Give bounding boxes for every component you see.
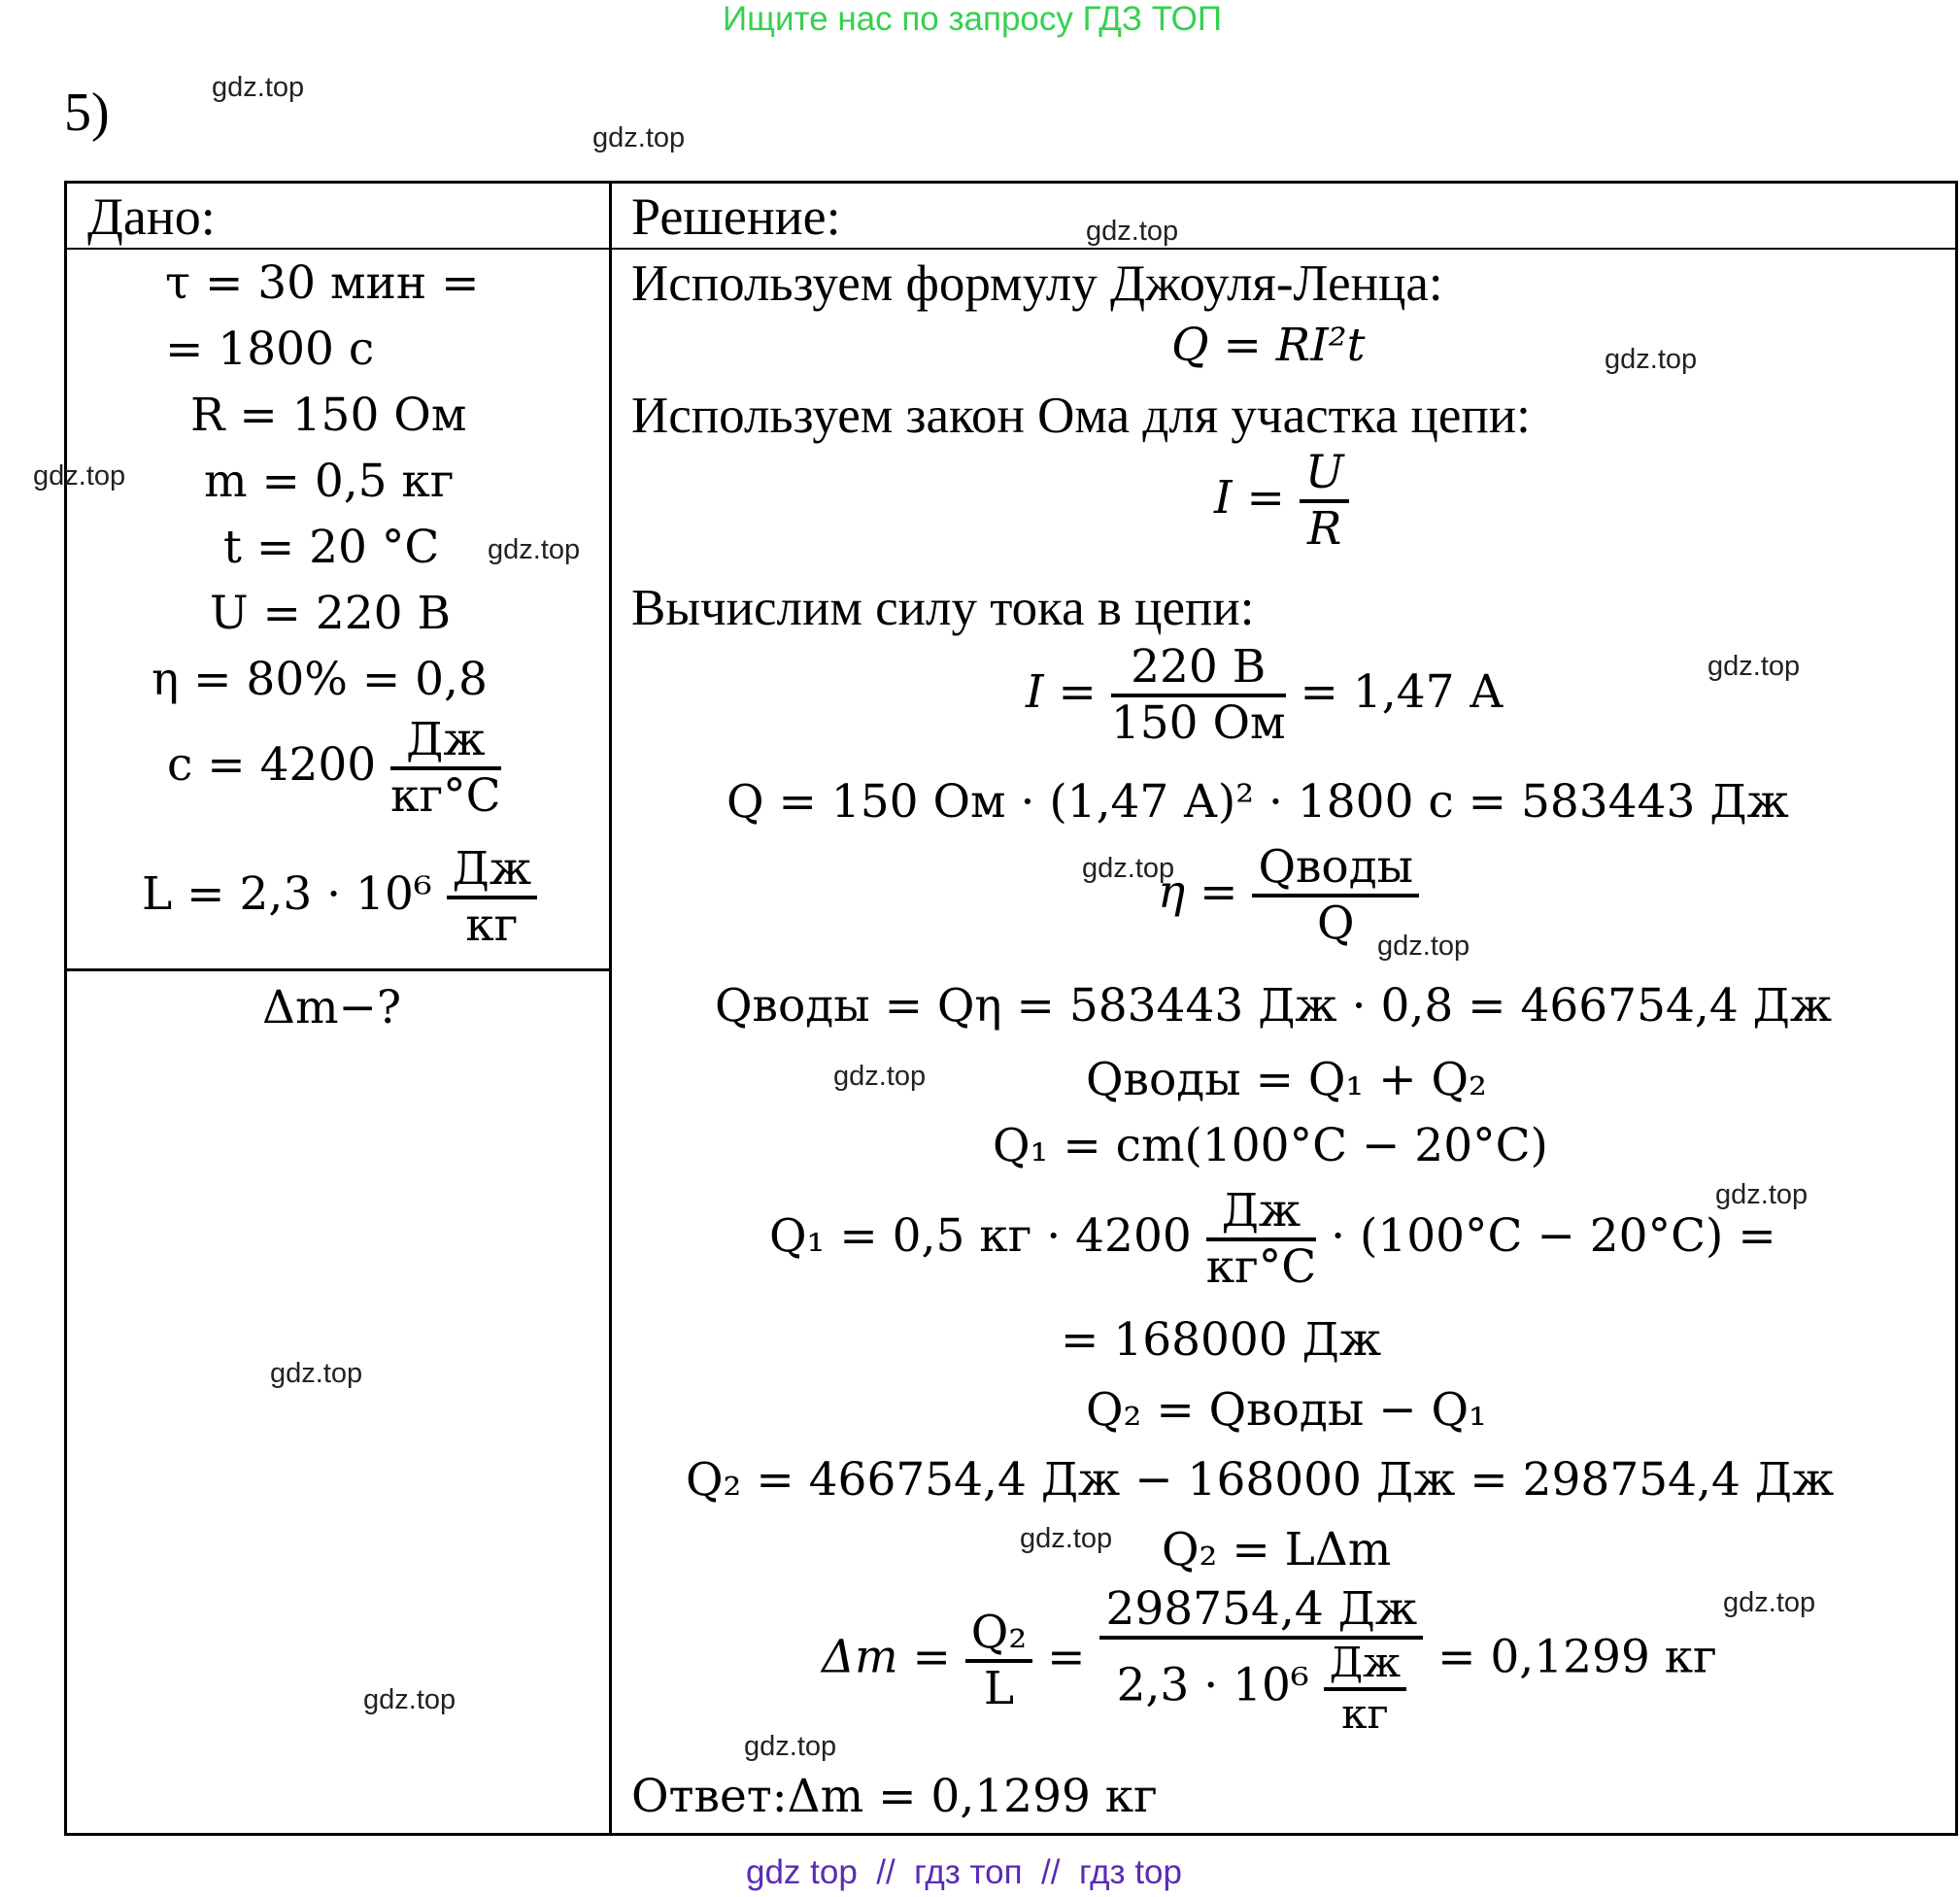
table-right-border [1955, 181, 1958, 1836]
table-bottom-border [64, 1833, 1958, 1836]
formula-rhs: · (100°C − 20°C) = [1331, 1209, 1776, 1264]
formula-fraction-2 [1099, 1583, 1423, 1738]
fraction-den: L [983, 1661, 1015, 1715]
unit-den: кг [465, 898, 519, 953]
den-unit [1324, 1640, 1406, 1738]
solution-text-current: Вычислим силу тока в цепи: [631, 580, 1255, 636]
formula-lhs: Q₁ = 0,5 кг · 4200 [769, 1209, 1192, 1264]
find-quantity: Δm−? [262, 981, 402, 1034]
fraction-den: R [1306, 502, 1342, 557]
fraction-num: Дж [1206, 1185, 1316, 1241]
formula-mass-result [822, 1583, 1717, 1738]
given-voltage: U = 220 В [210, 587, 452, 640]
solution-text-ohm: Используем закон Ома для участка цепи: [631, 388, 1531, 444]
fraction-num: 220 В [1111, 641, 1286, 697]
given-specific-heat-unit [390, 714, 500, 823]
formula-fraction-1 [965, 1607, 1032, 1715]
formula-lhs: I = [1214, 471, 1285, 525]
problem-number: 5) [64, 83, 110, 143]
given-latent-heat-lhs: L = 2,3 · 10⁶ [142, 867, 432, 922]
watermark: gdz.top [592, 122, 686, 153]
given-header: Дано: [87, 187, 216, 246]
watermark: gdz.top [270, 1358, 363, 1389]
formula-q2: Q₂ = Qводы − Q₁ [1086, 1383, 1487, 1437]
formula-q1: Q₁ = cm(100°C − 20°C) [993, 1119, 1548, 1172]
watermark: gdz.top [1605, 344, 1698, 375]
given-latent-heat-unit [447, 843, 537, 952]
watermark: gdz.top [488, 534, 581, 565]
fraction-den [1099, 1640, 1423, 1738]
unit-den: кг°C [390, 769, 501, 824]
formula-lhs: Δm = [822, 1630, 951, 1684]
watermark: gdz.top [1377, 931, 1470, 962]
column-divider [609, 181, 612, 1836]
formula-joule-lenz: Q = RI²t [1171, 319, 1366, 372]
formula-ohm [1214, 447, 1349, 556]
watermark: gdz.top [1723, 1587, 1816, 1618]
unit-num: Дж [1324, 1640, 1406, 1691]
given-resistance: R = 150 Ом [190, 389, 467, 442]
formula-q1-result: = 168000 Дж [1061, 1313, 1382, 1367]
formula-heat-sum: Qводы = Q₁ + Q₂ [1086, 1053, 1487, 1106]
formula-q2-value: Q₂ = 466754,4 Дж − 168000 Дж = 298754,4 Дж [686, 1453, 1835, 1507]
unit-num: Дж [390, 714, 500, 770]
fraction-num: 298754,4 Дж [1099, 1583, 1423, 1640]
formula-water-heat: Qводы = Qη = 583443 Дж · 0,8 = 466754,4 Дж [715, 979, 1833, 1033]
watermark: gdz.top [1715, 1179, 1808, 1210]
watermark: gdz.top [33, 460, 126, 491]
given-time: τ = 30 мин = [165, 256, 480, 310]
header-divider [64, 248, 1958, 250]
formula-lhs: η = [1158, 865, 1238, 920]
watermark: gdz.top [1020, 1523, 1113, 1554]
watermark: gdz.top [744, 1731, 837, 1762]
given-temperature: t = 20 °C [223, 521, 440, 574]
watermark: gdz.top [212, 72, 305, 103]
formula-current-value [1026, 641, 1504, 750]
given-latent-heat [142, 843, 537, 952]
equals-sign: = [1047, 1630, 1086, 1684]
formula-q1-value [769, 1185, 1776, 1294]
den-lhs: 2,3 · 10⁶ [1116, 1658, 1309, 1712]
given-find-divider [64, 968, 611, 971]
solution-text-joule-lenz: Используем формулу Джоуля-Ленца: [631, 255, 1443, 312]
watermark: gdz.top [363, 1684, 456, 1715]
watermark: gdz.top [1082, 853, 1175, 884]
given-specific-heat [167, 714, 501, 823]
watermark: gdz.top [1086, 216, 1179, 247]
watermark: gdz.top [833, 1061, 927, 1092]
promo-banner: Ищите нас по запросу ГДЗ ТОП [723, 0, 1222, 38]
formula-fraction [1111, 641, 1286, 750]
fraction-den: кг°C [1205, 1240, 1317, 1295]
formula-rhs: = 0,1299 кг [1437, 1630, 1717, 1684]
answer: Ответ:Δm = 0,1299 кг [631, 1770, 1158, 1823]
given-efficiency: η = 80% = 0,8 [152, 653, 488, 706]
fraction-num: Qводы [1252, 841, 1419, 898]
table-top-border [64, 181, 1958, 184]
fraction-num: U [1300, 447, 1350, 503]
unit-num: Дж [447, 843, 537, 899]
formula-fraction [1300, 447, 1350, 556]
given-mass: m = 0,5 кг [204, 455, 455, 508]
formula-q2-latent: Q₂ = LΔm [1162, 1523, 1392, 1576]
given-time-seconds: = 1800 с [165, 322, 375, 376]
watermark: gdz.top [1707, 651, 1801, 682]
given-specific-heat-lhs: c = 4200 [167, 738, 377, 793]
formula-fraction [1206, 1185, 1316, 1294]
formula-lhs: I = [1026, 665, 1097, 720]
unit-den: кг [1341, 1689, 1389, 1738]
table-left-border [64, 181, 67, 1836]
formula-heat-value: Q = 150 Ом · (1,47 А)² · 1800 с = 583443 Дж [727, 775, 1789, 829]
fraction-den: 150 Ом [1110, 696, 1286, 751]
fraction-num: Q₂ [965, 1607, 1032, 1663]
fraction-den: Q [1316, 897, 1355, 951]
solution-header: Решение: [631, 187, 841, 246]
formula-rhs: = 1,47 А [1300, 665, 1504, 720]
footer-links: gdz top // гдз топ // гдз top [746, 1853, 1182, 1891]
